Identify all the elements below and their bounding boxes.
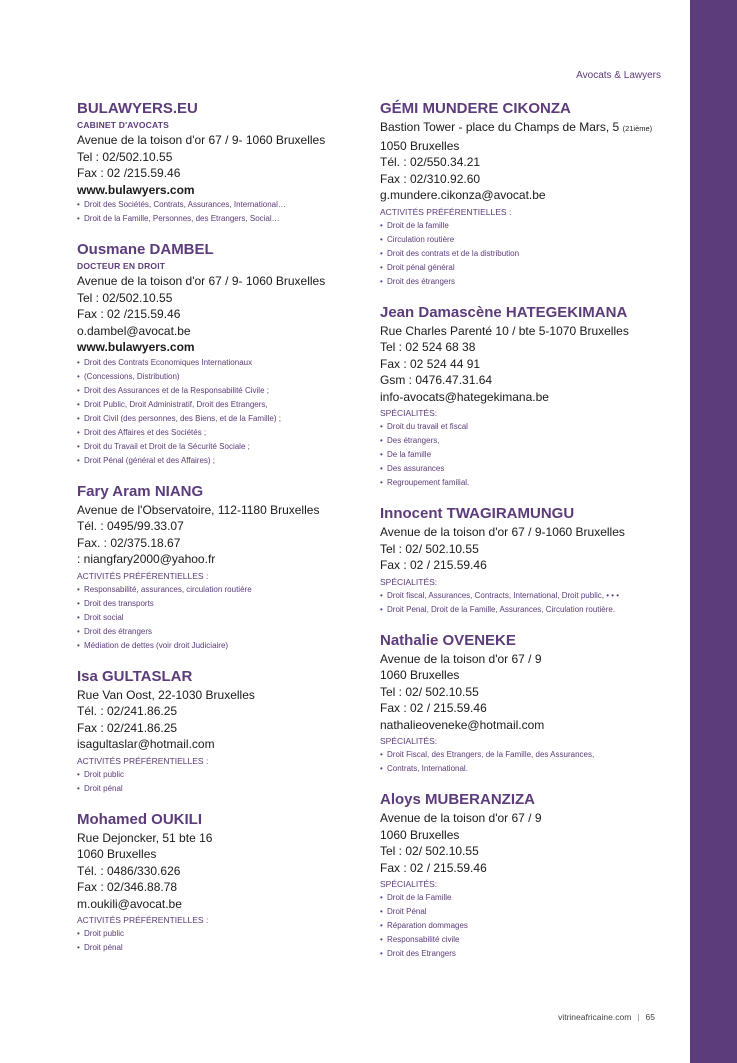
website-link[interactable] <box>77 339 357 356</box>
specialties-label: ACTIVITÉS PRÉFÉRENTIELLES : <box>77 755 209 766</box>
specialties-list <box>380 589 680 617</box>
contact-line <box>380 339 680 356</box>
lawyer-entry <box>380 504 680 617</box>
specialty-item: • Droit pénal <box>77 941 357 955</box>
contact-text: Tel : 02/ 502.10.55 <box>380 844 479 858</box>
contact-text: Fax : 02/310.92.60 <box>380 171 481 186</box>
specialty-item: • Réparation dommages <box>380 919 680 933</box>
contact-line <box>380 700 680 717</box>
lawyer-name: Fary Aram NIANG <box>77 482 204 500</box>
section-label: Avocats & Lawyers <box>576 70 661 81</box>
contact-text: Tel : 02/502.10.55 <box>77 149 173 164</box>
lawyer-name: BULAWYERS.EU <box>77 100 198 117</box>
contact-text: Fax : 02 524 44 91 <box>380 356 481 371</box>
specialties-label: ACTIVITÉS PRÉFÉRENTIELLES : <box>380 206 512 217</box>
specialty-item: • Droit de la Famille, Personnes, des Etrangers, Social… <box>77 212 357 226</box>
contact-line <box>380 138 680 155</box>
contact-line <box>380 843 680 860</box>
contact-text: 1060 Bruxelles <box>77 847 157 861</box>
contact-line <box>77 720 357 737</box>
email-link[interactable] <box>77 896 357 913</box>
specialty-item: • Médiation de dettes (voir droit Judiciaire) <box>77 639 357 653</box>
lawyer-name: Nathalie OVENEKE <box>380 631 516 649</box>
contact-text[interactable]: m.oukili@avocat.be <box>77 896 182 911</box>
contact-text: Fax : 02/241.86.25 <box>77 720 178 735</box>
lawyer-entry <box>380 303 680 491</box>
specialty-item: • Droit des Contrats Economiques Internationaux <box>77 356 357 370</box>
specialty-item: • Droit pénal général <box>380 261 680 275</box>
specialty-item: • Droit social <box>77 611 357 625</box>
specialty-item: • Droit de la famille <box>380 219 680 233</box>
email-link[interactable] <box>77 323 357 340</box>
contact-text: Avenue de la toison d'or 67 / 9-1060 Bruxelles <box>380 525 625 539</box>
specialty-item: • Droit du Travail et Droit de la Sécurité Sociale ; <box>77 440 357 454</box>
specialties-label: SPÉCIALITÉS: <box>380 408 438 418</box>
specialty-item: • Droit Public, Droit Administratif, Droit des Etrangers, <box>77 398 357 412</box>
specialties-list <box>77 927 357 955</box>
lawyer-name: Ousmane DAMBEL <box>77 241 214 258</box>
contact-text: Tél. : 02/550.34.21 <box>380 155 481 169</box>
contact-line <box>77 518 357 535</box>
lawyer-entry <box>77 99 357 226</box>
specialty-item: • Droit de la Famille <box>380 891 680 905</box>
floor-note: (21ième) <box>622 124 653 133</box>
footer-site[interactable]: vitrineafricaine.com <box>558 1012 632 1022</box>
contact-text: Fax : 02 / 215.59.46 <box>380 701 487 715</box>
specialty-item: • Droit Civil (des personnes, des Biens, et de la Famille) ; <box>77 412 357 426</box>
contact-text: Tel : 02/ 502.10.55 <box>380 684 479 699</box>
specialty-item: • Droit public <box>77 768 357 782</box>
specialty-item: • Des assurances <box>380 462 680 476</box>
specialty-item: • Droit Penal, Droit de la Famille, Assurances, Circulation routière. <box>380 603 680 617</box>
contact-text: Rue Dejoncker, 51 bte 16 <box>77 830 213 845</box>
contact-text: Fax : 02/346.88.78 <box>77 880 178 894</box>
contact-text[interactable]: : niangfary2000@yahoo.fr <box>77 552 216 566</box>
specialties-list <box>380 420 680 490</box>
website-link[interactable] <box>77 182 357 199</box>
contact-text: Fax. : 02/375.18.67 <box>77 535 181 550</box>
page-number: 65 <box>645 1012 655 1022</box>
specialty-item: • Droit des contrats et de la distribution <box>380 247 680 261</box>
specialty-item: • Responsabilité civile <box>380 933 680 947</box>
contact-text: Tel : 02/502.10.55 <box>77 290 173 305</box>
contact-line <box>380 557 680 574</box>
lawyer-entry <box>77 667 357 796</box>
specialty-item: • Circulation routière <box>380 233 680 247</box>
contact-text: Fax : 02 / 215.59.46 <box>380 860 487 875</box>
contact-line <box>380 356 680 373</box>
lawyer-entry <box>380 790 680 961</box>
contact-text[interactable]: www.bulawyers.com <box>77 340 195 354</box>
specialties-list <box>77 198 357 226</box>
contact-line <box>77 132 357 149</box>
specialties-list <box>77 768 357 796</box>
contact-line <box>380 372 680 389</box>
specialty-item: • Droit des Sociétés, Contrats, Assurances, International… <box>77 198 357 212</box>
contact-text: Fax : 02 /215.59.46 <box>77 307 181 321</box>
contact-line <box>380 684 680 701</box>
contact-line <box>380 119 680 138</box>
contact-text[interactable]: g.mundere.cikonza@avocat.be <box>380 188 546 202</box>
specialty-item: • (Concessions, Distribution) <box>77 370 357 384</box>
contact-line <box>380 154 680 171</box>
contact-line <box>380 524 680 541</box>
contact-text: Bastion Tower - place du Champs de Mars, 5 <box>380 120 620 134</box>
specialty-item: • Droit fiscal, Assurances, Contracts, International, Droit public, • • • <box>380 589 680 603</box>
contact-text: Rue Van Oost, 22-1030 Bruxelles <box>77 687 255 702</box>
lawyer-name: Mohamed OUKILI <box>77 810 203 828</box>
contact-text[interactable]: info-avocats@hategekimana.be <box>380 389 549 404</box>
specialty-item: • Droit des étrangers <box>380 275 680 289</box>
contact-text: Avenue de la toison d'or 67 / 9- 1060 Bruxelles <box>77 274 326 288</box>
contact-line <box>380 651 680 668</box>
specialties-label: ACTIVITÉS PRÉFÉRENTIELLES : <box>77 915 209 925</box>
lawyer-name: GÉMI MUNDERE CIKONZA <box>380 100 571 117</box>
specialty-item: • Droit du travail et fiscal <box>380 420 680 434</box>
lawyer-name: Isa GULTASLAR <box>77 667 193 685</box>
contact-line <box>77 830 357 847</box>
contact-line <box>77 502 357 519</box>
email-link[interactable] <box>380 187 680 204</box>
contact-text: 1060 Bruxelles <box>380 827 460 842</box>
contact-text: Gsm : 0476.47.31.64 <box>380 373 493 387</box>
footer-separator: | <box>637 1012 640 1022</box>
contact-text: Fax : 02 /215.59.46 <box>77 166 181 180</box>
lawyer-entry <box>77 240 357 468</box>
purple-sidebar <box>690 0 737 1063</box>
specialty-item: • Droit des Affaires et des Sociétés ; <box>77 426 357 440</box>
contact-text: Tél. : 0495/99.33.07 <box>77 519 184 533</box>
contact-line <box>77 149 357 166</box>
contact-line <box>77 863 357 880</box>
contact-line <box>380 171 680 188</box>
contact-text[interactable]: nathalieoveneke@hotmail.com <box>380 717 545 732</box>
contact-text: Avenue de l'Observatoire, 112-1180 Bruxelles <box>77 502 320 517</box>
specialties-label: SPÉCIALITÉS: <box>380 576 438 587</box>
specialty-item: • Droit des transports <box>77 597 357 611</box>
contact-line <box>380 827 680 844</box>
email-link[interactable] <box>380 389 680 406</box>
specialty-item: • Droit des étrangers <box>77 625 357 639</box>
contact-line <box>77 535 357 552</box>
contact-line <box>380 541 680 558</box>
email-link[interactable] <box>77 736 357 753</box>
lawyer-entry <box>77 810 357 956</box>
contact-text[interactable]: isagultaslar@hotmail.com <box>77 737 215 751</box>
contact-line <box>380 860 680 877</box>
lawyer-name: Aloys MUBERANZIZA <box>380 791 536 808</box>
contact-text: Tel : 02/ 502.10.55 <box>380 541 479 556</box>
contact-line <box>77 703 357 720</box>
specialty-item: • De la famille <box>380 448 680 462</box>
specialty-item: • Droit Pénal (général et des Affaires) ; <box>77 454 357 468</box>
page-footer <box>558 1012 655 1022</box>
contact-text: 1060 Bruxelles <box>380 668 460 682</box>
contact-line <box>77 306 357 323</box>
specialty-item: • Droit des Assurances et de la Responsabilité Civile ; <box>77 384 357 398</box>
specialty-item: • Contrats, International. <box>380 762 680 776</box>
specialty-item: • Responsabilité, assurances, circulation routière <box>77 583 357 597</box>
contact-line <box>77 687 357 704</box>
contact-text: Avenue de la toison d'or 67 / 9 <box>380 811 542 825</box>
specialties-label: SPÉCIALITÉS: <box>380 879 438 889</box>
lawyer-name: Innocent TWAGIRAMUNGU <box>380 505 575 522</box>
lawyer-entry <box>77 482 357 653</box>
specialties-label: SPÉCIALITÉS: <box>380 736 438 746</box>
contact-line <box>77 879 357 896</box>
specialty-item: • Droit pénal <box>77 782 357 796</box>
specialty-item: • Droit des Etrangers <box>380 947 680 961</box>
specialties-list <box>380 219 680 289</box>
contact-line <box>380 667 680 684</box>
contact-text: Tel : 02 524 68 38 <box>380 340 476 354</box>
specialty-item: • Des étrangers, <box>380 434 680 448</box>
specialty-item: • Droit Fiscal, des Etrangers, de la Famille, des Assurances, <box>380 748 680 762</box>
contact-line <box>380 810 680 827</box>
lawyer-title: CABINET D'AVOCATS <box>77 120 169 130</box>
email-link[interactable] <box>380 717 680 734</box>
specialty-item: • Regroupement familial. <box>380 476 680 490</box>
contact-text: Rue Charles Parenté 10 / bte 5-1070 Bruxelles <box>380 323 629 338</box>
specialties-label: ACTIVITÉS PRÉFÉRENTIELLES : <box>77 570 209 581</box>
lawyer-entry <box>380 631 680 777</box>
lawyer-entry <box>380 99 680 289</box>
contact-text: Fax : 02 / 215.59.46 <box>380 558 487 572</box>
contact-line <box>380 323 680 340</box>
contact-line <box>77 273 357 290</box>
specialties-list <box>380 748 680 776</box>
contact-text: 1050 Bruxelles <box>380 138 460 153</box>
contact-line <box>77 290 357 307</box>
specialties-list <box>77 356 357 468</box>
lawyer-name: Jean Damascène HATEGEKIMANA <box>380 303 628 321</box>
contact-text[interactable]: o.dambel@avocat.be <box>77 323 191 338</box>
contact-text: Tél. : 02/241.86.25 <box>77 704 178 718</box>
left-column <box>77 99 357 969</box>
contact-text: Avenue de la toison d'or 67 / 9 <box>380 651 542 666</box>
contact-text: Avenue de la toison d'or 67 / 9- 1060 Bruxelles <box>77 133 326 147</box>
contact-line <box>77 165 357 182</box>
contact-text[interactable]: www.bulawyers.com <box>77 182 195 197</box>
contact-line <box>77 846 357 863</box>
contact-text: Tél. : 0486/330.626 <box>77 863 181 878</box>
right-column <box>380 99 680 975</box>
specialty-item: • Droit Pénal <box>380 905 680 919</box>
email-link[interactable] <box>77 551 357 568</box>
lawyer-title: DOCTEUR EN DROIT <box>77 261 166 271</box>
specialties-list <box>380 891 680 961</box>
specialties-list <box>77 583 357 653</box>
specialty-item: • Droit public <box>77 927 357 941</box>
